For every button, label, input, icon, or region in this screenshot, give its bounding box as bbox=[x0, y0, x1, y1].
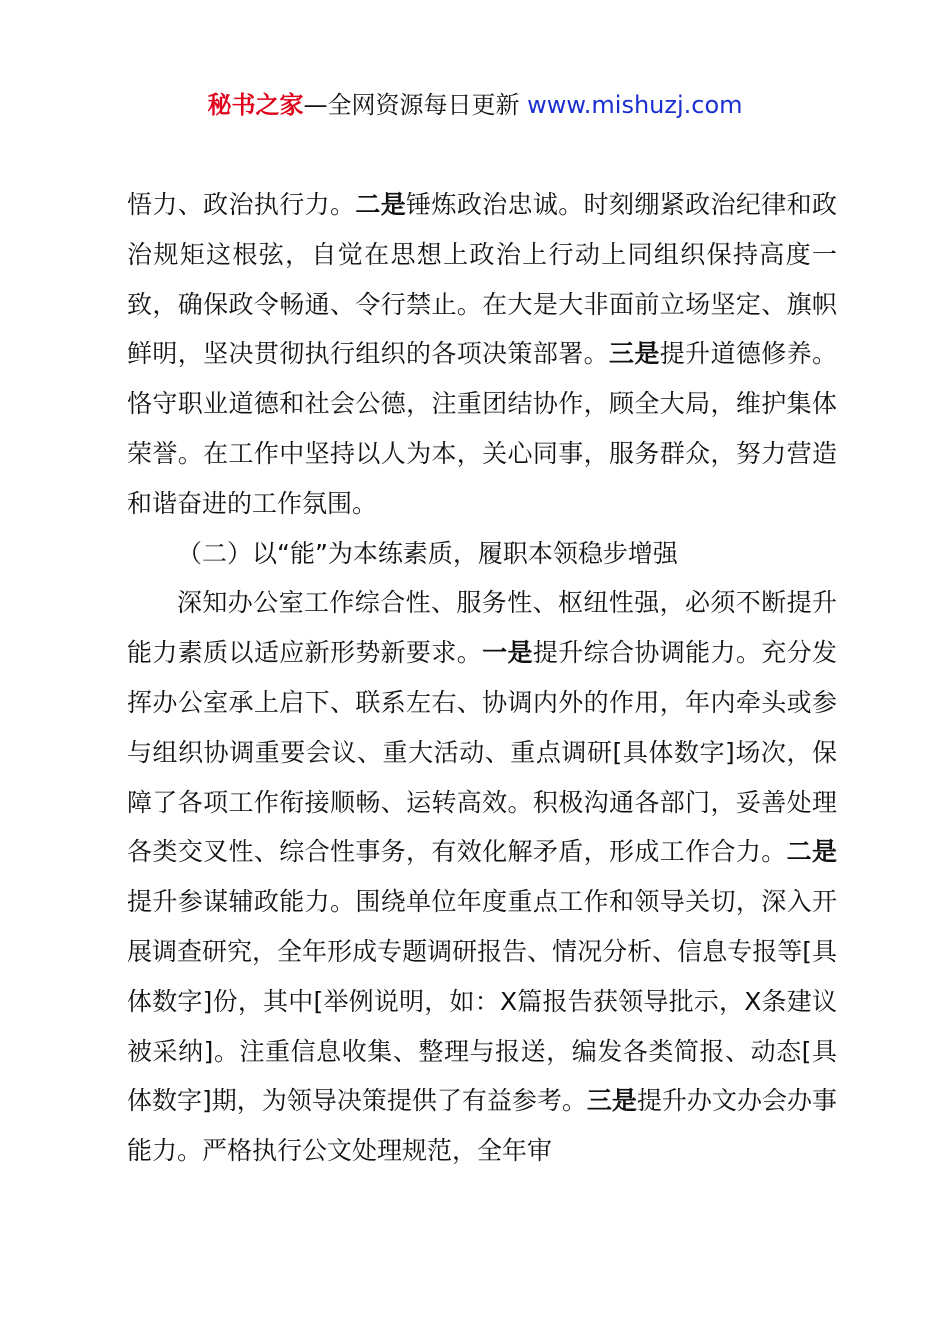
text-run: 提升办文办会办事能力。严格执行公文处理规范，全年审 bbox=[127, 1086, 837, 1166]
emphasis-run: 二是 bbox=[355, 190, 407, 219]
text-run: 深知办公室工作综合性、服务性、枢纽性强，必须不断提升能力素质以适应新形势新要求。 bbox=[127, 588, 837, 668]
page-header bbox=[0, 88, 950, 122]
text-run: 锤炼政治忠诚。时刻绷紧政治纪律和政治规矩这根弦，自觉在思想上政治上行动上同组织保持高度一致，确保政令畅通、令行禁止。在大是大非面前立场坚定、旗帜鲜明，坚决贯彻执行组织的各项决策部署。 bbox=[127, 190, 837, 369]
text-run: 提升综合协调能力。充分发挥办公室承上启下、联系左右、协调内外的作用，年内牵头或参与组织协调重要会议、重大活动、重点调研[具体数字]场次，保障了各项工作衔接顺畅、运转高效。积极沟通各部门，妥善处理各类交叉性、综合性事务，有效化解矛盾，形成工作合力。 bbox=[127, 638, 837, 867]
site-url-link[interactable]: www.mishuzj.com bbox=[527, 91, 743, 119]
text-run: 悟力、政治执行力。 bbox=[127, 190, 356, 219]
emphasis-run: 一是 bbox=[482, 638, 533, 668]
emphasis-run: 三是 bbox=[609, 339, 660, 369]
text-run: 提升道德修养。恪守职业道德和社会公德，注重团结协作，顾全大局，维护集体荣誉。在工作中坚持以人为本，关心同事，服务群众，努力营造和谐奋进的工作氛围。 bbox=[127, 339, 837, 518]
paragraph-continuation bbox=[127, 180, 837, 529]
document-body bbox=[127, 180, 837, 1176]
emphasis-run: 三是 bbox=[586, 1086, 637, 1116]
text-run: 提升参谋辅政能力。围绕单位年度重点工作和领导关切，深入开展调查研究，全年形成专题调研报告、情况分析、信息专报等[具体数字]份，其中[举例说明，如：X篇报告获领导批示，X条建议被采纳]。注重信息收集、整理与报送，编发各类简报、动态[具体数字]期，为领导决策提供了有益参考。 bbox=[127, 887, 837, 1116]
emphasis-run: 二是 bbox=[786, 837, 837, 867]
paragraph-ability bbox=[127, 578, 837, 1176]
header-tagline: —全网资源每日更新 bbox=[303, 91, 520, 119]
section-heading: （二）以“能”为本练素质，履职本领稳步增强 bbox=[177, 538, 678, 568]
brand-name: 秘书之家 bbox=[207, 91, 304, 119]
